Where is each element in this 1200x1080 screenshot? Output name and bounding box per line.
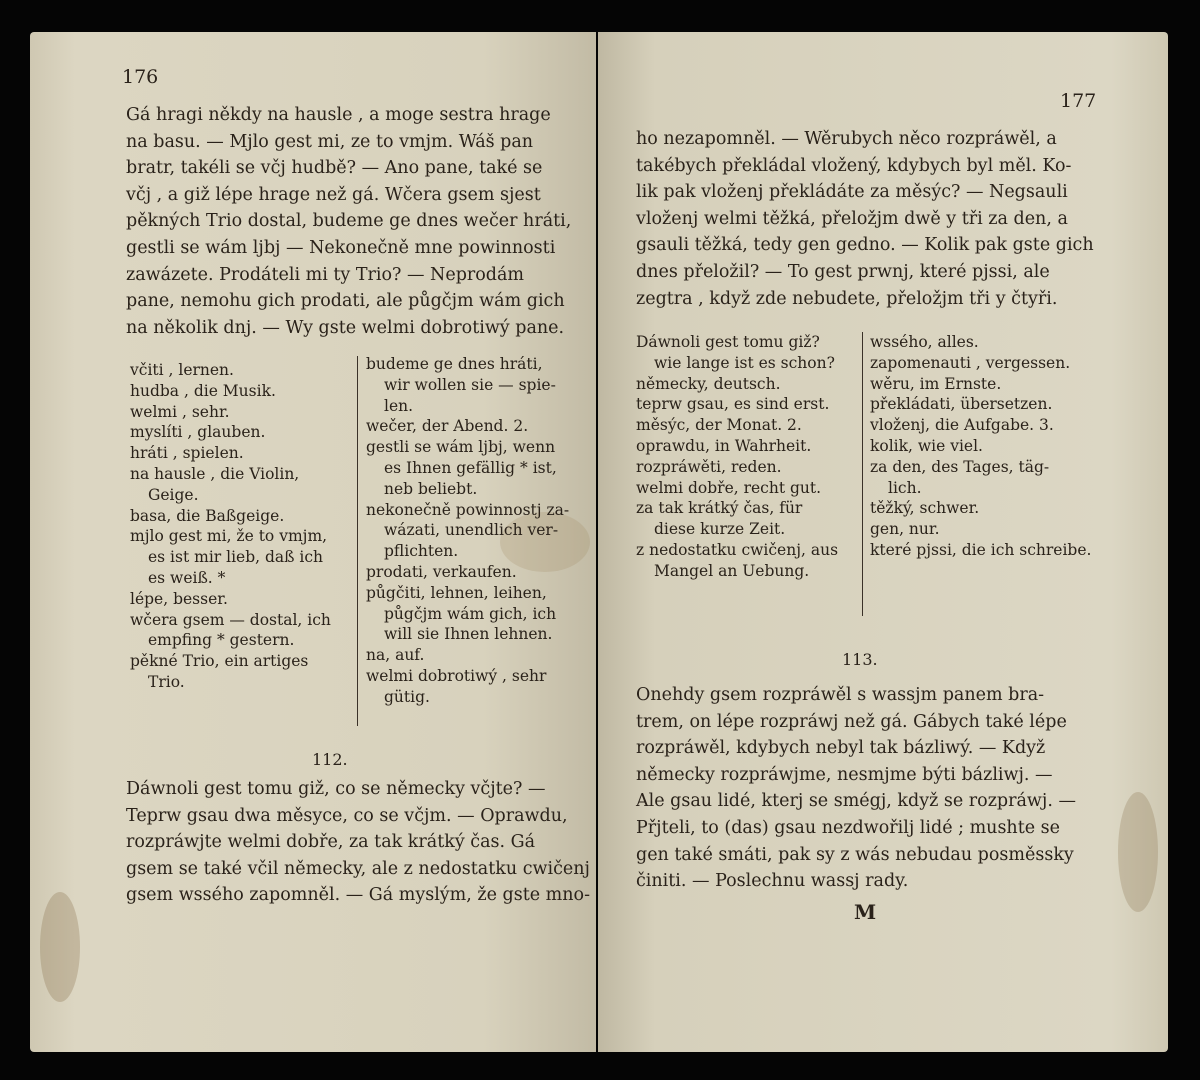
vocab-entry: německy, deutsch. — [636, 374, 781, 393]
text-line: zegtra , když zde nebudete, přeložjm tři y čtyři. — [636, 288, 1058, 309]
vocab-column-right — [366, 354, 596, 708]
vocab-entry: mjlo gest mi, že to vmjm, — [130, 527, 328, 546]
vocab-entry: pěkné Trio, ein artiges — [130, 652, 309, 671]
vocab-entry: na hausle , die Violin, — [130, 464, 300, 483]
text-line: činiti. — Poslechnu wassj rady. — [636, 871, 909, 892]
vocab-entry: prodati, verkaufen. — [366, 562, 517, 581]
vocab-entry: will sie Ihnen lehnen. — [384, 625, 553, 644]
vocab-entry: hráti , spielen. — [130, 444, 244, 463]
section-text — [126, 776, 590, 909]
vocab-entry: basa, die Baßgeige. — [130, 506, 285, 525]
left-page — [30, 32, 596, 1052]
vocab-entry: wssého, alles. — [870, 333, 979, 351]
signature-mark: M — [854, 900, 877, 924]
text-line: rozpráwjte welmi dobře, za tak krátký čas. Gá — [126, 832, 536, 853]
section-text — [636, 682, 1076, 895]
text-line: Gá hragi někdy na hausle , a moge sestra hrage — [126, 105, 551, 125]
vocab-entry: teprw gsau, es sind erst. — [636, 395, 830, 414]
text-line: Dáwnoli gest tomu giž, co se německy včjte? — — [126, 779, 546, 799]
vocab-entry: Trio. — [148, 672, 185, 691]
vocab-entry: es Ihnen gefällig * ist, — [384, 458, 557, 477]
vocab-entry: diese kurze Zeit. — [654, 520, 786, 539]
section-number: 112. — [312, 750, 348, 769]
text-line: dnes přeložil? — To gest prwnj, které pjssi, ale — [636, 261, 1050, 282]
vocab-entry: pflichten. — [384, 542, 459, 561]
page-number: 177 — [1060, 90, 1097, 112]
vocab-entry: měsýc, der Monat. 2. — [636, 416, 802, 435]
vocab-column-left — [130, 360, 354, 693]
text-line: německy rozpráwjme, nesmjme býti bázliwj. — — [636, 764, 1053, 785]
vocab-entry: nekonečně powinnostj za- — [366, 500, 570, 519]
vocab-entry: včiti , lernen. — [130, 361, 234, 379]
text-line: gestli se wám ljbj — Nekonečně mne powinnosti — [126, 237, 556, 258]
vocab-entry: vloženj, die Aufgabe. 3. — [870, 416, 1054, 435]
prose-block — [636, 126, 1094, 312]
vocab-entry: gen, nur. — [870, 520, 940, 539]
text-line: rozpráwěl, kdybych nebyl tak bázliwý. — Když — [636, 738, 1046, 759]
vocab-entry: welmi dobře, recht gut. — [636, 478, 822, 497]
vocab-entry: wie lange ist es schon? — [654, 353, 835, 372]
vocab-entry: Mangel an Uebung. — [654, 561, 810, 580]
paper-stain — [1118, 792, 1158, 912]
column-divider — [862, 332, 863, 616]
vocab-entry: za tak krátký čas, für — [636, 499, 803, 518]
vocab-entry: Geige. — [148, 485, 199, 504]
vocab-entry: půgčjm wám gich, ich — [384, 604, 557, 623]
text-line: vloženj welmi těžká, přeložjm dwě y tři za den, a — [636, 208, 1068, 229]
text-line: Přjteli, to (das) gsau nezdwořilj lidé ; mushte se — [636, 817, 1060, 838]
vocab-entry: len. — [384, 396, 414, 415]
vocab-entry: wečer, der Abend. 2. — [366, 417, 529, 436]
text-line: lik pak vloženj překládáte za měsýc? — Negsauli — [636, 182, 1068, 203]
vocab-entry: na, auf. — [366, 646, 425, 665]
prose-block — [126, 102, 571, 341]
vocab-entry: půgčiti, lehnen, leihen, — [366, 583, 547, 602]
text-line: Teprw gsau dwa měsyce, co se včjm. — Oprawdu, — [126, 805, 568, 826]
vocab-entry: kolik, wie viel. — [870, 436, 983, 455]
vocab-entry: těžký, schwer. — [870, 499, 980, 518]
vocab-column-left — [636, 332, 858, 582]
vocab-entry: budeme ge dnes hráti, — [366, 355, 543, 373]
page-number: 176 — [122, 66, 159, 88]
vocab-entry: překládati, übersetzen. — [870, 395, 1053, 414]
column-divider — [357, 356, 358, 726]
text-line: na basu. — Mjlo gest mi, ze to vmjm. Wáš pan — [126, 131, 534, 152]
text-line: pane, nemohu gich prodati, ale půgčjm wám gich — [126, 291, 565, 312]
right-page — [598, 32, 1168, 1052]
vocab-entry: za den, des Tages, täg- — [870, 457, 1050, 476]
text-line: na několik dnj. — Wy gste welmi dobrotiwý pane. — [126, 317, 565, 338]
text-line: bratr, takéli se včj hudbě? — Ano pane, také se — [126, 158, 543, 179]
vocab-entry: z nedostatku cwičenj, aus — [636, 540, 839, 559]
vocab-entry: wázati, unendlich ver- — [384, 521, 559, 540]
text-line: takébych překládal vložený, kdybych byl měl. Ko- — [636, 155, 1072, 176]
vocab-entry: oprawdu, in Wahrheit. — [636, 436, 812, 455]
vocab-entry: es weiß. * — [148, 568, 226, 587]
vocab-entry: lépe, besser. — [130, 589, 228, 608]
text-line: trem, on lépe rozpráwj než gá. Gábych také lépe — [636, 711, 1067, 732]
vocab-column-right — [870, 332, 1166, 561]
vocab-entry: rozpráwěti, reden. — [636, 457, 782, 476]
vocab-entry: Dáwnoli gest tomu giž? — [636, 333, 820, 351]
vocab-entry: gestli se wám ljbj, wenn — [366, 438, 556, 457]
text-line: gsem se také včil německy, ale z nedostatku cwičenj — [126, 858, 590, 879]
text-line: pěkných Trio dostal, budeme ge dnes wečer hráti, — [126, 211, 572, 232]
text-line: gsauli těžká, tedy gen gedno. — Kolik pak gste gich — [636, 235, 1094, 256]
section-number: 113. — [842, 650, 878, 669]
vocab-entry: gütig. — [384, 687, 430, 706]
vocab-entry: myslíti , glauben. — [130, 423, 266, 442]
text-line: ho nezapomněl. — Wěrubych něco rozpráwěl, a — [636, 129, 1057, 149]
vocab-entry: wir wollen sie — spie- — [384, 375, 556, 394]
text-line: zawázete. Prodáteli mi ty Trio? — Neprodám — [126, 264, 525, 285]
vocab-entry: lich. — [888, 478, 922, 497]
vocab-entry: neb beliebt. — [384, 479, 478, 498]
vocab-entry: které pjssi, die ich schreibe. — [870, 540, 1092, 559]
text-line: gsem wssého zapomněl. — Gá myslým, že gste mno- — [126, 885, 590, 906]
paper-stain — [40, 892, 80, 1002]
vocab-entry: wěru, im Ernste. — [870, 374, 1002, 393]
text-line: včj , a giž lépe hrage než gá. Wčera gsem sjest — [126, 184, 541, 205]
vocab-entry: zapomenauti , vergessen. — [870, 353, 1071, 372]
vocab-entry: wčera gsem — dostal, ich — [130, 610, 331, 629]
text-line: Onehdy gsem rozpráwěl s wassjm panem bra- — [636, 685, 1045, 705]
vocab-entry: es ist mir lieb, daß ich — [148, 548, 324, 567]
vocab-entry: welmi dobrotiwý , sehr — [366, 666, 547, 685]
vocab-entry: hudba , die Musik. — [130, 381, 276, 400]
vocab-entry: welmi , sehr. — [130, 402, 230, 421]
text-line: Ale gsau lidé, kterj se smégj, když se rozpráwj. — — [636, 791, 1076, 812]
text-line: gen také smáti, pak sy z wás nebudau posměssky — [636, 844, 1074, 865]
vocab-entry: empfing * gestern. — [148, 631, 295, 650]
